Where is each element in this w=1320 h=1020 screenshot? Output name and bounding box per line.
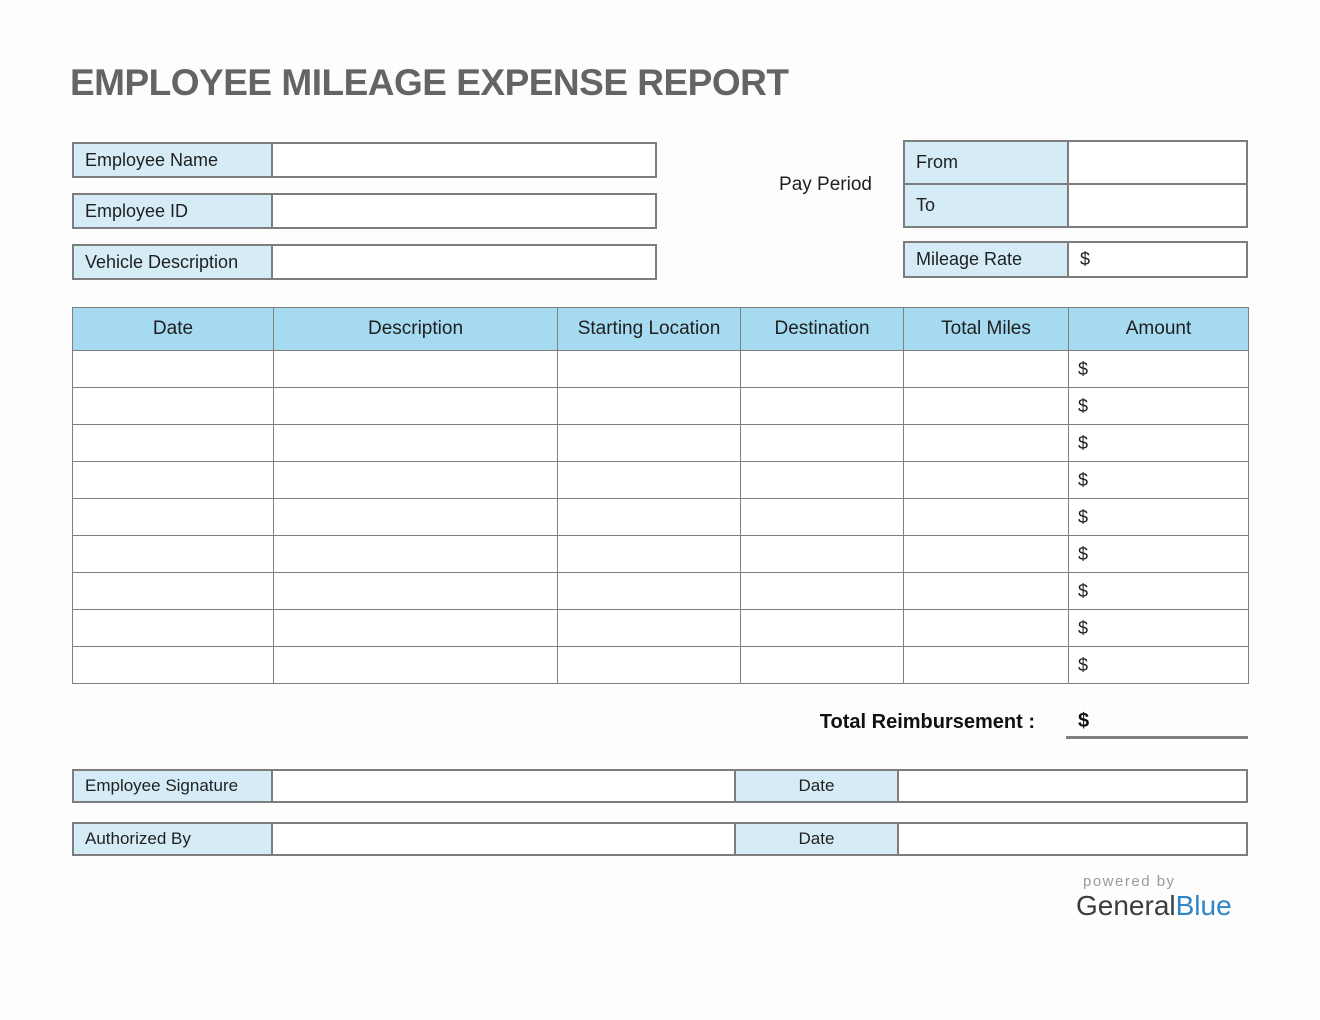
pay-period-box <box>903 140 1248 228</box>
employee-id-label: Employee ID <box>72 193 273 229</box>
cell-starting-location[interactable] <box>558 425 741 462</box>
column-header-total-miles: Total Miles <box>904 308 1069 351</box>
employee-id-field-row <box>72 193 657 229</box>
cell-description[interactable] <box>274 425 558 462</box>
currency-symbol: $ <box>1080 249 1091 269</box>
cell-total-miles[interactable] <box>904 351 1069 388</box>
table-row <box>73 610 1249 647</box>
table-row <box>73 462 1249 499</box>
cell-total-miles[interactable] <box>904 536 1069 573</box>
cell-amount[interactable] <box>1069 425 1249 462</box>
currency-symbol: $ <box>1078 469 1089 490</box>
employee-signature-date-input[interactable] <box>897 769 1248 803</box>
powered-by-text: powered by <box>1083 873 1176 890</box>
expense-table <box>72 307 1249 684</box>
cell-description[interactable] <box>274 499 558 536</box>
pay-period-from-input[interactable] <box>1067 140 1248 185</box>
total-reimbursement-currency: $ <box>1078 710 1090 732</box>
authorized-by-date-input[interactable] <box>897 822 1248 856</box>
cell-total-miles[interactable] <box>904 610 1069 647</box>
cell-amount[interactable] <box>1069 573 1249 610</box>
employee-id-input[interactable] <box>271 193 657 229</box>
mileage-rate-input[interactable] <box>1067 241 1248 278</box>
cell-description[interactable] <box>274 610 558 647</box>
cell-amount[interactable] <box>1069 388 1249 425</box>
cell-date[interactable] <box>73 647 274 684</box>
cell-date[interactable] <box>73 462 274 499</box>
cell-destination[interactable] <box>741 499 904 536</box>
column-header-description: Description <box>274 308 558 351</box>
cell-date[interactable] <box>73 499 274 536</box>
table-row <box>73 536 1249 573</box>
expense-table-body <box>73 351 1249 684</box>
currency-symbol: $ <box>1078 654 1089 675</box>
table-row <box>73 388 1249 425</box>
cell-date[interactable] <box>73 425 274 462</box>
cell-date[interactable] <box>73 351 274 388</box>
cell-destination[interactable] <box>741 610 904 647</box>
vehicle-description-label: Vehicle Description <box>72 244 273 280</box>
currency-symbol: $ <box>1078 580 1089 601</box>
brand-general: General <box>1076 890 1176 921</box>
pay-period-to-input[interactable] <box>1067 183 1248 228</box>
employee-signature-date-label: Date <box>734 769 899 803</box>
cell-amount[interactable] <box>1069 536 1249 573</box>
cell-total-miles[interactable] <box>904 647 1069 684</box>
currency-symbol: $ <box>1078 543 1089 564</box>
column-header-amount: Amount <box>1069 308 1249 351</box>
page-title: EMPLOYEE MILEAGE EXPENSE REPORT <box>70 62 789 103</box>
employee-signature-input[interactable] <box>271 769 736 803</box>
cell-destination[interactable] <box>741 425 904 462</box>
cell-date[interactable] <box>73 388 274 425</box>
generalblue-logo <box>1076 890 1232 922</box>
authorized-by-label: Authorized By <box>72 822 273 856</box>
cell-description[interactable] <box>274 462 558 499</box>
cell-description[interactable] <box>274 536 558 573</box>
expense-table-header-row <box>73 308 1249 351</box>
employee-name-label: Employee Name <box>72 142 273 178</box>
authorized-by-date-label: Date <box>734 822 899 856</box>
authorized-by-input[interactable] <box>271 822 736 856</box>
authorized-by-row <box>72 822 1248 856</box>
currency-symbol: $ <box>1078 506 1089 527</box>
cell-description[interactable] <box>274 647 558 684</box>
employee-signature-label: Employee Signature <box>72 769 273 803</box>
cell-total-miles[interactable] <box>904 499 1069 536</box>
vehicle-description-field-row <box>72 244 657 280</box>
cell-date[interactable] <box>73 610 274 647</box>
column-header-date: Date <box>73 308 274 351</box>
cell-starting-location[interactable] <box>558 573 741 610</box>
cell-starting-location[interactable] <box>558 499 741 536</box>
table-row <box>73 573 1249 610</box>
pay-period-from-label: From <box>903 140 1069 185</box>
pay-period-to-label: To <box>903 183 1069 228</box>
currency-symbol: $ <box>1078 358 1089 379</box>
cell-destination[interactable] <box>741 351 904 388</box>
cell-destination[interactable] <box>741 388 904 425</box>
cell-destination[interactable] <box>741 462 904 499</box>
cell-amount[interactable] <box>1069 499 1249 536</box>
cell-description[interactable] <box>274 573 558 610</box>
cell-starting-location[interactable] <box>558 647 741 684</box>
cell-amount[interactable] <box>1069 462 1249 499</box>
pay-period-from-row <box>903 140 1248 185</box>
cell-starting-location[interactable] <box>558 536 741 573</box>
employee-name-input[interactable] <box>271 142 657 178</box>
brand-blue: Blue <box>1175 890 1232 921</box>
cell-amount[interactable] <box>1069 351 1249 388</box>
table-row <box>73 647 1249 684</box>
cell-starting-location[interactable] <box>558 351 741 388</box>
mileage-rate-row <box>903 241 1248 278</box>
pay-period-label: Pay Period <box>779 174 872 195</box>
employee-name-field-row <box>72 142 657 178</box>
cell-amount[interactable] <box>1069 647 1249 684</box>
cell-destination[interactable] <box>741 536 904 573</box>
total-reimbursement-input[interactable] <box>1066 736 1248 739</box>
currency-symbol: $ <box>1078 395 1089 416</box>
employee-signature-row <box>72 769 1248 803</box>
cell-date[interactable] <box>73 573 274 610</box>
cell-total-miles[interactable] <box>904 425 1069 462</box>
currency-symbol: $ <box>1078 432 1089 453</box>
pay-period-to-row <box>903 183 1248 228</box>
column-header-starting-location: Starting Location <box>558 308 741 351</box>
cell-date[interactable] <box>73 536 274 573</box>
cell-amount[interactable] <box>1069 610 1249 647</box>
cell-total-miles[interactable] <box>904 573 1069 610</box>
column-header-destination: Destination <box>741 308 904 351</box>
cell-destination[interactable] <box>741 647 904 684</box>
total-reimbursement-label: Total Reimbursement : <box>819 711 1035 733</box>
cell-starting-location[interactable] <box>558 462 741 499</box>
cell-description[interactable] <box>274 351 558 388</box>
table-row <box>73 499 1249 536</box>
cell-destination[interactable] <box>741 573 904 610</box>
cell-description[interactable] <box>274 388 558 425</box>
cell-total-miles[interactable] <box>904 388 1069 425</box>
cell-starting-location[interactable] <box>558 610 741 647</box>
mileage-rate-label: Mileage Rate <box>903 241 1069 278</box>
table-row <box>73 425 1249 462</box>
cell-total-miles[interactable] <box>904 462 1069 499</box>
table-row <box>73 351 1249 388</box>
currency-symbol: $ <box>1078 617 1089 638</box>
cell-starting-location[interactable] <box>558 388 741 425</box>
vehicle-description-input[interactable] <box>271 244 657 280</box>
